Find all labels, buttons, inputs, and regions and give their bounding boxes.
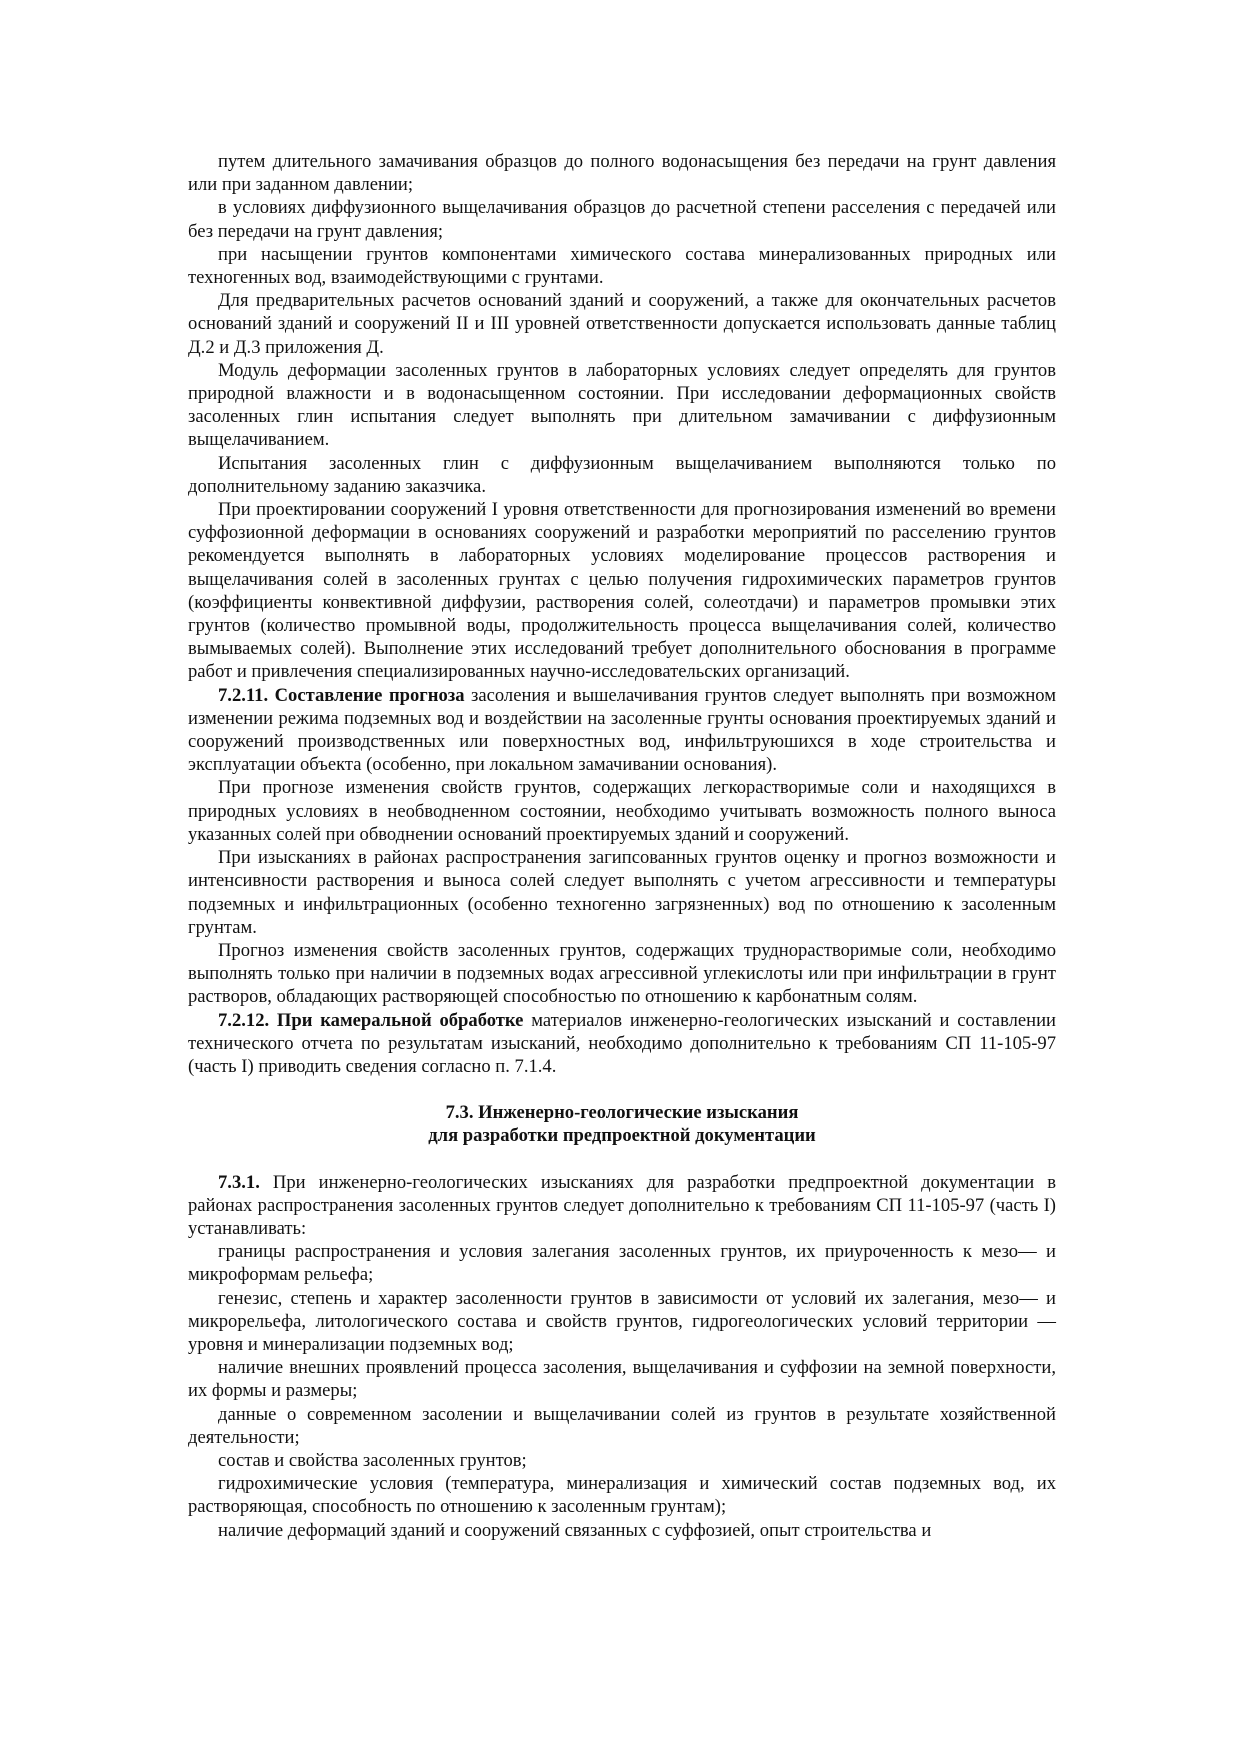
document-page bbox=[188, 150, 1056, 1542]
paragraph bbox=[188, 452, 1056, 498]
clause-lead: 7.2.12. При камеральной обработке bbox=[218, 1009, 524, 1031]
paragraph-text: при насыщении грунтов компонентами химического состава минерализованных природных или техногенных вод, взаимодействующими с грунтами. bbox=[188, 243, 1056, 289]
paragraph bbox=[188, 1472, 1056, 1518]
paragraph bbox=[188, 846, 1056, 939]
paragraph bbox=[188, 684, 1056, 777]
paragraph-text: путем длительного замачивания образцов до полного водонасыщения без передачи на грунт давления или при заданном давлении; bbox=[188, 151, 1056, 196]
paragraph-text: в условиях диффузионного выщелачивания образцов до расчетной степени расселения с передачей или без передачи на грунт давления; bbox=[188, 197, 1056, 242]
paragraph bbox=[188, 289, 1056, 359]
paragraphs-top bbox=[188, 150, 1056, 1078]
paragraph-text: состав и свойства засоленных грунтов; bbox=[218, 1449, 527, 1471]
paragraph-text: наличие деформаций зданий и сооружений связанных с суффозией, опыт строительства и bbox=[218, 1519, 932, 1541]
paragraph bbox=[188, 939, 1056, 1009]
paragraph bbox=[188, 243, 1056, 289]
paragraph bbox=[188, 1171, 1056, 1241]
paragraph bbox=[188, 150, 1056, 196]
paragraph bbox=[188, 1009, 1056, 1079]
paragraph bbox=[188, 359, 1056, 452]
paragraph bbox=[188, 1240, 1056, 1286]
paragraph-text: Прогноз изменения свойств засоленных грунтов, содержащих трудноpастворимые соли, необходимо выполнять только при наличии в подземных водах агрессивной углекислоты или при инфильтрации в грунт растворов, обладающих растворяющей способностью по отношению к карбонатным солям. bbox=[188, 939, 1056, 1008]
paragraph-text: Модуль деформации засоленных грунтов в лабораторных условиях следует определять для грунтов природной влажности и в водонасыщенном состоянии. При исследовании деформационных свойств засоленных глин испытания следует выполнять при длительном замачивании с диффузионным выщелачиванием. bbox=[188, 359, 1056, 451]
paragraph-text: При инженерно-геологических изысканиях для разработки предпроектной документации в районах распространения засоленных грунтов следует дополнительно к требованиям СП 11-105-97 (часть I) устанавливать: bbox=[188, 1171, 1056, 1239]
paragraph bbox=[188, 1403, 1056, 1449]
paragraph bbox=[188, 1287, 1056, 1357]
paragraph-text: Для предварительных расчетов оснований зданий и сооружений, а также для окончательных расчетов оснований зданий и сооружений II и III уровней ответственности допускается использовать данные таблиц Д.2 и Д.3 приложения Д. bbox=[188, 290, 1056, 358]
paragraph-text: генезис, степень и характер засоленности грунтов в зависимости от условий их залегания, мезо— и микрорельефа, литологического состава и свойств грунтов, гидрогеологических условий территории — уровня и минерализации подземных вод; bbox=[188, 1287, 1056, 1355]
paragraph bbox=[188, 196, 1056, 242]
paragraph-text: гидрохимические условия (температура, минерализация и химический состав подземных вод, их растворяющая, способность по отношению к засоленным грунтам); bbox=[188, 1473, 1056, 1518]
paragraph-text: наличие внешних проявлений процесса засоления, выщелачивания и суффозии на земной поверхности, их формы и размеры; bbox=[188, 1357, 1056, 1402]
paragraph-text: данные о современном засолении и выщелачивании солей из грунтов в результате хозяйственной деятельности; bbox=[188, 1403, 1056, 1448]
paragraph bbox=[188, 776, 1056, 846]
section-heading bbox=[188, 1101, 1056, 1147]
section-heading-line1: 7.3. Инженерно-геологические изыскания bbox=[445, 1102, 799, 1124]
paragraphs-bottom bbox=[188, 1171, 1056, 1542]
paragraph bbox=[188, 1356, 1056, 1402]
paragraph bbox=[188, 498, 1056, 684]
clause-lead: 7.3.1. bbox=[218, 1171, 260, 1193]
paragraph-text: Испытания засоленных глин с диффузионным выщелачиванием выполняются только по дополнительному заданию заказчика. bbox=[188, 452, 1056, 497]
paragraph-text: засоления и вышелачивания грунтов следует выполнять при возможном изменении режима подземных вод и воздействии на засоленные грунты основания проектируемых зданий и сооружений производственных или поверхностных вод, инфильтруюшихся в ходе строительства и эксплуатации объекта (особенно, при локальном замачивании основания). bbox=[188, 684, 1056, 776]
paragraph-text: При прогнозе изменения свойств грунтов, содержащих легкорастворимые соли и находящихся в природных условиях в необводненном состоянии, необходимо учитывать возможность полного выноса указанных солей при обводнении оснований проектируемых зданий и сооружений. bbox=[188, 777, 1056, 845]
paragraph-text: материалов инженерно-геологических изысканий и составлении технического отчета по результатам изысканий, необходимо дополнительно к требованиям СП 11-105-97 (часть I) приводить сведения согласно п. 7.1.4. bbox=[188, 1009, 1056, 1077]
section-heading-line2: для разработки предпроектной документации bbox=[428, 1125, 816, 1147]
paragraph bbox=[188, 1519, 1056, 1542]
paragraph-text: При изысканиях в районах распространения загипсованных грунтов оценку и прогноз возможности и интенсивности растворения и выноса солей следует выполнять с учетом агрессивности и температуры подземных и инфильтрационных (особенно техногенно загрязненных) вод по отношению к засоленным грунтам. bbox=[188, 847, 1056, 938]
paragraph-text: При проектировании сооружений I уровня ответственности для прогнозирования изменений во времени суффозионной деформации в основаниях сооружений и разработки мероприятий по расселению грунтов рекомендуется выполнять в лабораторных условиях моделирование процессов растворения и выщелачивания солей в засоленных грунтах с целью получения гидрохимических параметров грунтов (коэффициенты конвективной диффузии, растворения солей, солеотдачи) и параметров промывки этих грунтов (количество промывной воды, продолжительность процесса выщелачивания солей, количество вымываемых солей). Выполнение этих исследований требует дополнительного обоснования в программе работ и привлечения специализированных научно-исследовательских организаций. bbox=[188, 499, 1056, 683]
clause-lead: 7.2.11. Составление прогноза bbox=[218, 684, 465, 706]
paragraph-text: границы распространения и условия залегания засоленных грунтов, их приуроченность к мезо— и микроформам рельефа; bbox=[188, 1241, 1056, 1286]
paragraph bbox=[188, 1449, 1056, 1472]
